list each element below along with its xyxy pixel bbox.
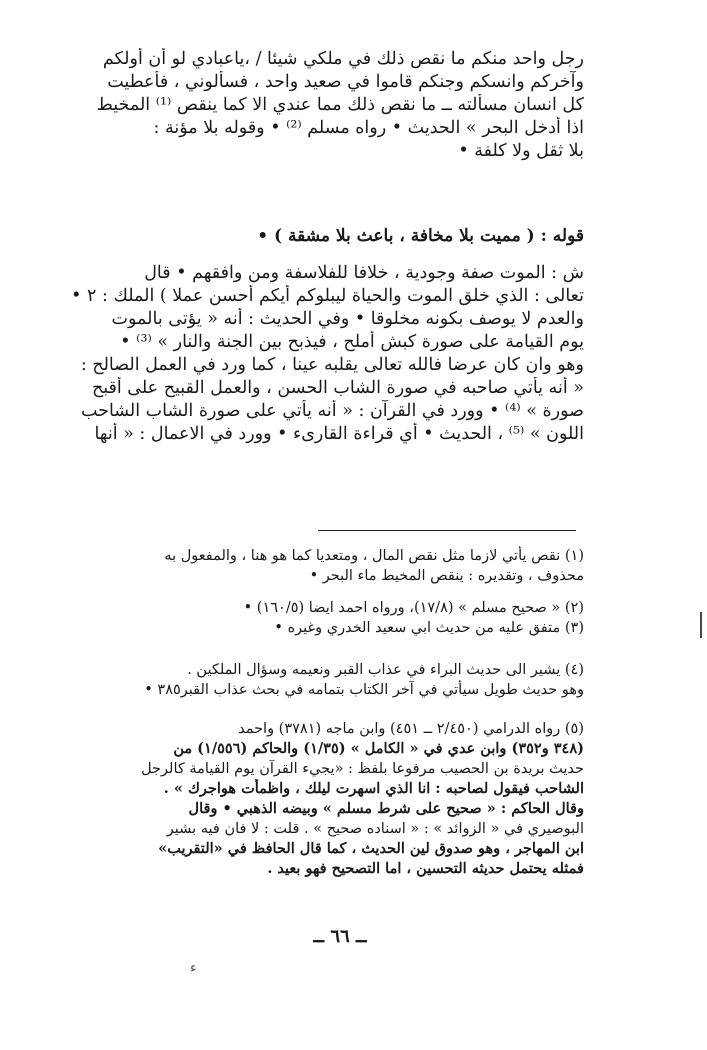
text-line: وهو وان كان عرضا فالله تعالى يقلبه عينا ، كما ورد في العمل الصالح : [80,355,584,375]
footnote-5 [28,719,584,879]
text-line: كل انسان مسألته ــ ما نقص ذلك مما عندي الا كما ينقص ⁽¹⁾ المخيط [96,95,584,115]
text-line: « أنه يأتي صاحبه في صورة الشاب الحسن ، والعمل القبيح على أقبح [91,378,584,398]
footnote-line: محذوف ، وتقديره : ينقص المخيط ماء البحر • [309,568,584,584]
text-line: يوم القيامة على صورة كبش أملح ، فيذبح بين الجنة والنار » ⁽³⁾ • [120,332,584,352]
text-line: صورة » ⁽⁴⁾ • وورد في القرآن : « أنه يأتي على صورة الشاب الشاحب [80,401,584,421]
footnote-line: (٥) رواه الدرامي (٢/٤٥٠ ــ ٤٥١) وابن ماجه (٣٧٨١) واحمد [238,721,584,737]
page-number: ــ ٦٦ ــ [313,926,367,947]
footnote-line: (٢) « صحيح مسلم » (١٧/٨)، ورواه احمد ايضا (١٦٠/٥) • [243,600,584,616]
footnote-line: حديث بريدة بن الحصيب مرفوعا بلفظ : «يجيء القرآن يوم القيامة كالرجل [141,761,584,777]
text-line: والعدم لا يوصف بكونه مخلوقا • وفي الحديث : أنه « يؤتى بالموت [111,309,584,329]
footnote-4 [28,660,584,700]
text-line: بلا ثقل ولا كلفة • [458,141,584,161]
text-line: اللون » ⁽⁵⁾ ، الحديث • أي قراءة القارىء • وورد في الاعمال : « أنها [94,424,584,444]
text-line: وآخركم وانسكم وجنكم قاموا في صعيد واحد ، فسألوني ، فأعطيت [107,72,584,92]
footnote-line: فمثله يحتمل حديثه التحسين ، اما التصحيح فهو بعيد . [267,860,584,877]
text-line: رجل واحد منكم ما نقص ذلك في ملكي شيئا / ،ياعبادي لو أن أولكم [102,49,584,69]
scan-mark-icon: ء [190,960,197,976]
footnote-divider [318,530,576,531]
footnote-1 [28,546,584,586]
footnote-line: (٤) يشير الى حديث البراء في عذاب القبر ونعيمه وسؤال الملكين . [187,662,584,678]
footnote-line: (١) نقص يأتي لازما مثل نقص المال ، ومتعديا كما هو هنا ، والمفعول به [164,548,584,564]
text-line: تعالى : الذي خلق الموت والحياة ليبلوكم أيكم أحسن عملا ) الملك : ٢ • [71,286,584,306]
main-paragraph-hadith [28,48,584,163]
section-heading: قوله : ( مميت بلا مخافة ، باعث بلا مشقة ) • [257,226,584,246]
text-line: ش : الموت صفة وجودية ، خلافا للفلاسفة ومن وافقهم • قال [144,263,584,283]
footnote-line: وهو حديث طويل سيأتي في آخر الكتاب بتمامه في بحث عذاب القبر٣٨٥ • [144,682,584,698]
text-line: اذا أدخل البحر » الحديث • رواه مسلم ⁽²⁾ • وقوله بلا مؤنة : [153,118,584,138]
footnote-line: ابن المهاجر ، وهو صدوق لين الحديث ، كما قال الحافظ في «التقريب» [158,840,584,857]
footnote-line: الشاحب فيقول لصاحبه : انا الذي اسهرت ليلك ، واظمأت هواجرك » . [163,780,584,797]
footnote-line: البوصيري في « الزوائد » : « اسناده صحيح » . قلت : لا فان فيه بشير [166,821,584,837]
footnote-line: وقال الحاكم : « صحيح على شرط مسلم » وبيضه الذهبي • وقال [188,800,584,817]
main-paragraph-commentary [28,262,584,446]
page-edge-mark [700,612,702,638]
footnote-2-3 [28,598,584,638]
footnote-line: (٣٤٨ و٣٥٢) وابن عدي في « الكامل » (١/٣٥) والحاكم (١/٥٥٦) من [173,740,584,757]
footnote-line: (٣) متفق عليه من حديث ابي سعيد الخدري وغيره • [274,620,584,636]
